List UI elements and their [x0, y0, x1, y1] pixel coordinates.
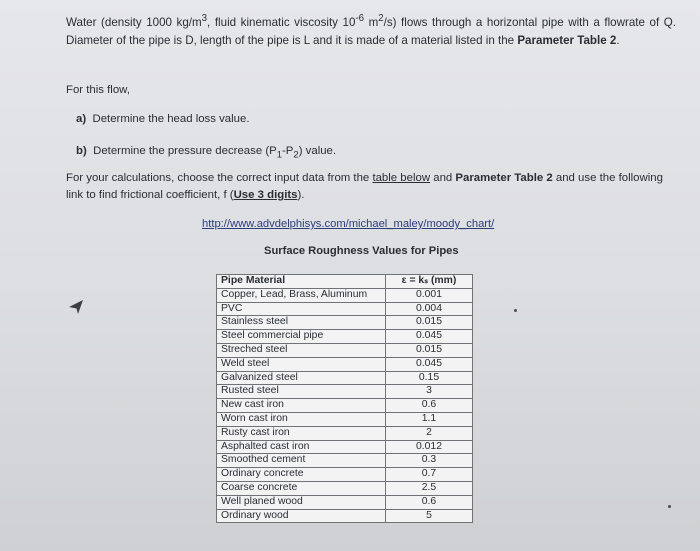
roughness-cell: 0.015: [386, 316, 473, 330]
instr-table-below: table below: [372, 172, 431, 184]
table-row: [217, 357, 473, 371]
instructions: [66, 170, 666, 204]
instr-param-table: Parameter Table 2: [455, 172, 553, 184]
question-a-marker: a): [76, 113, 87, 125]
material-cell: Weld steel: [217, 357, 386, 371]
question-b-text-1: Determine the pressure decrease (P: [93, 145, 277, 157]
intro-text-end: .: [616, 33, 620, 47]
material-cell: Worn cast iron: [217, 412, 386, 426]
table-row: [217, 509, 473, 523]
question-b-text-3: ) value.: [298, 145, 337, 157]
question-b: [76, 145, 336, 160]
sub-2: 2: [293, 149, 299, 161]
table-row: [217, 343, 473, 357]
intro-text-4: /s) flows through a horizontal pipe with a flowrate of Q. Diameter of the pipe is D, length of the pipe is L and it is made of a material listed in the: [66, 15, 676, 47]
question-b-marker: b): [76, 145, 87, 157]
table-row: [217, 330, 473, 344]
instr-text-3: and use the following link to find frictional coefficient, f (: [66, 172, 663, 201]
roughness-cell: 1.1: [386, 412, 473, 426]
roughness-cell: 0.6: [386, 399, 473, 413]
material-cell: Coarse concrete: [217, 481, 386, 495]
material-cell: Rusty cast iron: [217, 426, 386, 440]
table-row: [217, 288, 473, 302]
material-cell: Galvanized steel: [217, 371, 386, 385]
instr-text-4: ).: [297, 189, 305, 201]
material-cell: Ordinary concrete: [217, 468, 386, 482]
roughness-cell: 0.7: [386, 468, 473, 482]
sup-2: 2: [378, 13, 384, 24]
dust-speck: [514, 309, 517, 312]
table-row: [217, 412, 473, 426]
table-row: [217, 302, 473, 316]
table-row: [217, 371, 473, 385]
material-cell: Smoothed cement: [217, 454, 386, 468]
material-cell: PVC: [217, 302, 386, 316]
roughness-cell: 0.015: [386, 343, 473, 357]
moody-chart-link[interactable]: http://www.advdelphisys.com/michael_maley/moody_chart/: [202, 218, 495, 230]
sup-3: 3: [201, 13, 208, 24]
intro-text-3: m: [364, 15, 379, 29]
table-row: [217, 468, 473, 482]
header-roughness: ε = kₛ (mm): [386, 275, 473, 289]
table-row: [217, 454, 473, 468]
table-row: [217, 426, 473, 440]
instr-text-1: For your calculations, choose the correct input data from the: [66, 172, 373, 184]
table-row: [217, 385, 473, 399]
roughness-cell: 3: [386, 385, 473, 399]
header-material: Pipe Material: [217, 275, 386, 289]
table-row: [217, 481, 473, 495]
roughness-table: [216, 274, 473, 523]
material-cell: New cast iron: [217, 399, 386, 413]
table-header-row: [217, 275, 473, 289]
roughness-cell: 0.3: [386, 454, 473, 468]
material-cell: Steel commercial pipe: [217, 330, 386, 344]
instr-use-3-digits: Use 3 digits: [233, 189, 298, 201]
material-cell: Rusted steel: [217, 385, 386, 399]
roughness-cell: 0.6: [386, 495, 473, 509]
roughness-cell: 5: [386, 509, 473, 523]
table-row: [217, 495, 473, 509]
roughness-cell: 0.15: [386, 371, 473, 385]
sub-1: 1: [276, 149, 283, 161]
question-a: [76, 113, 250, 125]
table-title: Surface Roughness Values for Pipes: [264, 245, 459, 257]
material-cell: Ordinary wood: [217, 509, 386, 523]
table-row: [217, 316, 473, 330]
intro-text-2: , fluid kinematic viscosity 10: [207, 15, 356, 29]
material-cell: Asphalted cast iron: [217, 440, 386, 454]
material-cell: Streched steel: [217, 343, 386, 357]
roughness-cell: 0.012: [386, 440, 473, 454]
roughness-cell: 2: [386, 426, 473, 440]
problem-statement: [66, 10, 676, 50]
material-cell: Copper, Lead, Brass, Aluminum: [217, 288, 386, 302]
sup-neg6: -6: [355, 13, 365, 24]
roughness-cell: 2.5: [386, 481, 473, 495]
dust-speck: [668, 505, 671, 508]
question-b-text-2: -P: [282, 145, 294, 157]
flow-label: For this flow,: [66, 84, 130, 96]
roughness-cell: 0.001: [386, 288, 473, 302]
intro-text-1: Water (density 1000 kg/m: [66, 15, 202, 29]
parameter-table-ref: Parameter Table 2: [517, 33, 617, 47]
mouse-pointer-icon: [68, 298, 84, 316]
roughness-cell: 0.004: [386, 302, 473, 316]
table-row: [217, 440, 473, 454]
table-row: [217, 399, 473, 413]
roughness-cell: 0.045: [386, 357, 473, 371]
material-cell: Stainless steel: [217, 316, 386, 330]
material-cell: Well planed wood: [217, 495, 386, 509]
instr-text-2: and: [430, 172, 456, 184]
roughness-cell: 0.045: [386, 330, 473, 344]
question-a-text: Determine the head loss value.: [92, 113, 250, 125]
